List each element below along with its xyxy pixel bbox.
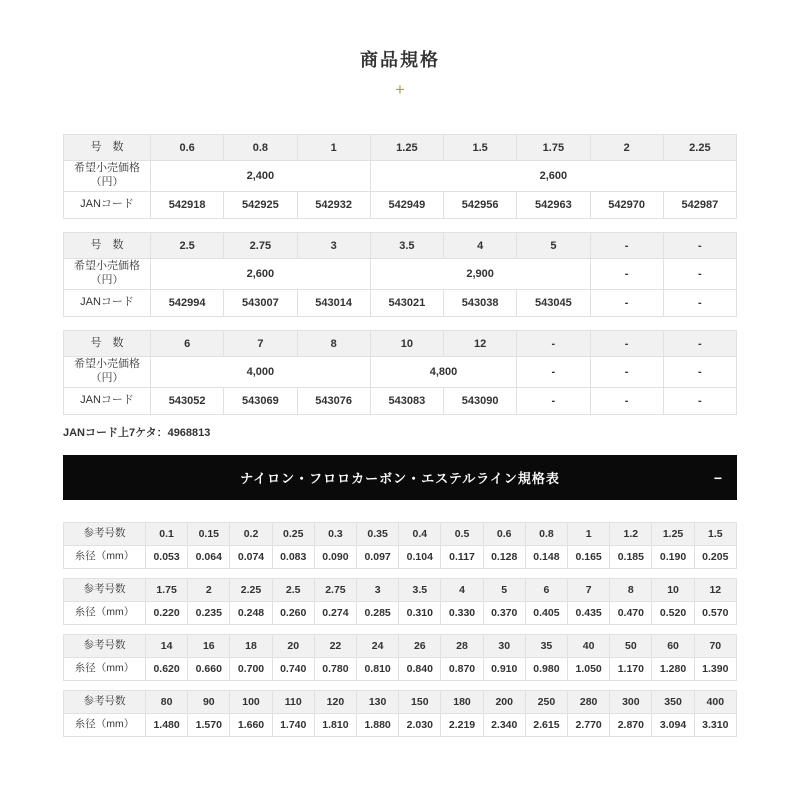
- row-label: JANコード: [64, 290, 151, 317]
- table-cell: 90: [188, 691, 230, 714]
- table-cell: 1.660: [230, 714, 272, 737]
- table-cell: 350: [652, 691, 694, 714]
- table-cell: 35: [525, 635, 567, 658]
- product-spec-table-2: [63, 232, 737, 317]
- table-cell: 1.280: [652, 658, 694, 681]
- table-cell: 3.5: [399, 579, 441, 602]
- table-cell: 0.3: [314, 523, 356, 546]
- table-cell: 20: [272, 635, 314, 658]
- table-cell: 0.740: [272, 658, 314, 681]
- table-cell: 0.370: [483, 602, 525, 625]
- table-cell: 543052: [151, 388, 224, 415]
- row-label: JANコード: [64, 388, 151, 415]
- table-cell: 0.6: [483, 523, 525, 546]
- accordion-header[interactable]: [63, 455, 737, 500]
- table-cell: 0.620: [146, 658, 188, 681]
- table-cell: 543021: [370, 290, 443, 317]
- table-cell: 2.870: [610, 714, 652, 737]
- table-cell: 2.75: [224, 233, 297, 259]
- table-cell: 0.4: [399, 523, 441, 546]
- table-cell: -: [590, 331, 663, 357]
- table-row: [64, 259, 737, 290]
- table-cell: 543083: [370, 388, 443, 415]
- table-cell: -: [590, 233, 663, 259]
- expand-plus-icon[interactable]: +: [395, 80, 405, 99]
- table-cell: 0.435: [568, 602, 610, 625]
- table-cell: 0.117: [441, 546, 483, 569]
- table-cell: 26: [399, 635, 441, 658]
- table-row: [64, 161, 737, 192]
- table-row: [64, 192, 737, 219]
- table-cell: 2: [188, 579, 230, 602]
- table-cell: 22: [314, 635, 356, 658]
- table-row: [64, 233, 737, 259]
- table-cell: 1.5: [444, 135, 517, 161]
- table-cell: 0.285: [357, 602, 399, 625]
- table-cell: 18: [230, 635, 272, 658]
- table-cell: 130: [357, 691, 399, 714]
- table-cell: 1.25: [370, 135, 443, 161]
- table-cell: -: [663, 331, 736, 357]
- line-spec-table-4: [63, 690, 737, 737]
- table-cell: 543038: [444, 290, 517, 317]
- collapse-minus-icon[interactable]: −: [713, 469, 722, 486]
- table-cell: 8: [610, 579, 652, 602]
- table-cell: 0.700: [230, 658, 272, 681]
- table-cell: 1.390: [694, 658, 736, 681]
- table-cell: 1.170: [610, 658, 652, 681]
- table-cell: 1.480: [146, 714, 188, 737]
- table-cell: 1.5: [694, 523, 736, 546]
- row-label: 糸径（mm）: [64, 546, 146, 569]
- table: [63, 690, 737, 737]
- table-cell: 6: [151, 331, 224, 357]
- table-cell: 0.128: [483, 546, 525, 569]
- accordion-title: ナイロン・フロロカーボン・エステルライン規格表: [240, 471, 560, 486]
- table-cell: 0.1: [146, 523, 188, 546]
- table-cell: 300: [610, 691, 652, 714]
- row-label: 参考号数: [64, 691, 146, 714]
- row-label: 糸径（mm）: [64, 658, 146, 681]
- table-row: [64, 290, 737, 317]
- table-cell: 0.840: [399, 658, 441, 681]
- jan-code-note: JANコード上7ケタ：4968813: [63, 427, 211, 439]
- table-cell: -: [663, 388, 736, 415]
- table-cell: 0.235: [188, 602, 230, 625]
- table-row: [64, 714, 737, 737]
- table-cell: 543007: [224, 290, 297, 317]
- row-label: 参考号数: [64, 635, 146, 658]
- table-cell: 2,600: [151, 259, 371, 290]
- table-cell: 0.780: [314, 658, 356, 681]
- table-cell: 3: [297, 233, 370, 259]
- table-cell: 0.064: [188, 546, 230, 569]
- table-cell: 5: [483, 579, 525, 602]
- table-cell: 70: [694, 635, 736, 658]
- row-label: 糸径（mm）: [64, 602, 146, 625]
- table-cell: 542970: [590, 192, 663, 219]
- table-cell: 0.5: [441, 523, 483, 546]
- table-cell: 542994: [151, 290, 224, 317]
- table-cell: 10: [370, 331, 443, 357]
- table-cell: 0.074: [230, 546, 272, 569]
- table-cell: 150: [399, 691, 441, 714]
- table-cell: 0.220: [146, 602, 188, 625]
- table-cell: 60: [652, 635, 694, 658]
- row-label: 参考号数: [64, 523, 146, 546]
- table-cell: 0.980: [525, 658, 567, 681]
- table-cell: 542987: [663, 192, 736, 219]
- product-spec-section: [63, 46, 737, 737]
- table-cell: 3.310: [694, 714, 736, 737]
- table-cell: 100: [230, 691, 272, 714]
- table-cell: 80: [146, 691, 188, 714]
- table: [63, 578, 737, 625]
- table-cell: -: [590, 357, 663, 388]
- table-cell: 2,600: [370, 161, 736, 192]
- table-cell: 4,000: [151, 357, 371, 388]
- table-cell: 110: [272, 691, 314, 714]
- table-cell: 0.083: [272, 546, 314, 569]
- row-label: 希望小売価格（円）: [64, 161, 151, 192]
- table-cell: 1.810: [314, 714, 356, 737]
- table-cell: 5: [517, 233, 590, 259]
- table-cell: 2.5: [151, 233, 224, 259]
- line-spec-table-3: [63, 634, 737, 681]
- table-cell: 3.094: [652, 714, 694, 737]
- table-cell: 4: [444, 233, 517, 259]
- table-cell: 0.2: [230, 523, 272, 546]
- table-cell: 4: [441, 579, 483, 602]
- table-cell: 1: [568, 523, 610, 546]
- table-cell: 2.25: [663, 135, 736, 161]
- table-cell: 542963: [517, 192, 590, 219]
- table-cell: -: [663, 259, 736, 290]
- table-cell: 2.25: [230, 579, 272, 602]
- table-cell: 542949: [370, 192, 443, 219]
- table-cell: 0.15: [188, 523, 230, 546]
- table: [63, 330, 737, 415]
- table-cell: -: [663, 233, 736, 259]
- table-cell: 250: [525, 691, 567, 714]
- table-cell: 12: [694, 579, 736, 602]
- table-cell: 0.165: [568, 546, 610, 569]
- table-cell: 28: [441, 635, 483, 658]
- table-cell: 12: [444, 331, 517, 357]
- table-cell: 0.35: [357, 523, 399, 546]
- table-cell: 1.2: [610, 523, 652, 546]
- row-label: 号 数: [64, 135, 151, 161]
- table-cell: 120: [314, 691, 356, 714]
- table-cell: 0.520: [652, 602, 694, 625]
- table-cell: 0.660: [188, 658, 230, 681]
- table-cell: 7: [568, 579, 610, 602]
- table-cell: 1.75: [517, 135, 590, 161]
- table-cell: 2.75: [314, 579, 356, 602]
- table-row: [64, 523, 737, 546]
- table-cell: 40: [568, 635, 610, 658]
- table-cell: 1.570: [188, 714, 230, 737]
- table: [63, 522, 737, 569]
- table-cell: -: [590, 388, 663, 415]
- table-cell: 543014: [297, 290, 370, 317]
- table-cell: 0.330: [441, 602, 483, 625]
- line-standard-section: [63, 522, 737, 737]
- table: [63, 634, 737, 681]
- table-cell: 543069: [224, 388, 297, 415]
- table-cell: 543076: [297, 388, 370, 415]
- table-cell: 0.25: [272, 523, 314, 546]
- table-cell: 2.770: [568, 714, 610, 737]
- table-cell: 0.310: [399, 602, 441, 625]
- table-cell: 542925: [224, 192, 297, 219]
- table-cell: 0.185: [610, 546, 652, 569]
- table-cell: 543045: [517, 290, 590, 317]
- line-spec-table-2: [63, 578, 737, 625]
- product-spec-table-1: [63, 134, 737, 219]
- table-cell: 542918: [151, 192, 224, 219]
- table-cell: 280: [568, 691, 610, 714]
- table-cell: -: [517, 357, 590, 388]
- table-row: [64, 546, 737, 569]
- row-label: 糸径（mm）: [64, 714, 146, 737]
- table-cell: 3.5: [370, 233, 443, 259]
- table-row: [64, 691, 737, 714]
- table-cell: -: [517, 388, 590, 415]
- table-cell: 3: [357, 579, 399, 602]
- table-cell: 1.880: [357, 714, 399, 737]
- table-row: [64, 635, 737, 658]
- row-label: 号 数: [64, 331, 151, 357]
- table-cell: 1.050: [568, 658, 610, 681]
- table-cell: 10: [652, 579, 694, 602]
- row-label: 参考号数: [64, 579, 146, 602]
- table-row: [64, 579, 737, 602]
- table-cell: 2.340: [483, 714, 525, 737]
- table-cell: 1.25: [652, 523, 694, 546]
- table-cell: 0.470: [610, 602, 652, 625]
- table-cell: 543090: [444, 388, 517, 415]
- table-row: [64, 357, 737, 388]
- table-row: [64, 602, 737, 625]
- table-cell: 0.910: [483, 658, 525, 681]
- table-cell: 1: [297, 135, 370, 161]
- table-cell: 0.274: [314, 602, 356, 625]
- table-cell: 50: [610, 635, 652, 658]
- table-cell: 7: [224, 331, 297, 357]
- table-cell: 4,800: [370, 357, 517, 388]
- table-cell: 0.148: [525, 546, 567, 569]
- table-cell: 0.6: [151, 135, 224, 161]
- table-cell: 30: [483, 635, 525, 658]
- table-cell: 6: [525, 579, 567, 602]
- table-row: [64, 135, 737, 161]
- table-cell: 200: [483, 691, 525, 714]
- table-cell: -: [517, 331, 590, 357]
- table-cell: 2,400: [151, 161, 371, 192]
- table-cell: 0.8: [525, 523, 567, 546]
- table-cell: 0.570: [694, 602, 736, 625]
- table-cell: 16: [188, 635, 230, 658]
- table-cell: 542932: [297, 192, 370, 219]
- row-label: 希望小売価格（円）: [64, 259, 151, 290]
- product-spec-table-3: [63, 330, 737, 415]
- table-cell: 542956: [444, 192, 517, 219]
- table-cell: 2: [590, 135, 663, 161]
- table-cell: -: [663, 357, 736, 388]
- table-cell: 2.219: [441, 714, 483, 737]
- table-cell: 2.615: [525, 714, 567, 737]
- table-cell: 0.8: [224, 135, 297, 161]
- row-label: 号 数: [64, 233, 151, 259]
- table-cell: 2.5: [272, 579, 314, 602]
- table-cell: 0.090: [314, 546, 356, 569]
- table-cell: 0.097: [357, 546, 399, 569]
- table-cell: 24: [357, 635, 399, 658]
- table-cell: 8: [297, 331, 370, 357]
- table-row: [64, 331, 737, 357]
- table-cell: -: [663, 290, 736, 317]
- table-cell: 0.104: [399, 546, 441, 569]
- table-cell: 0.248: [230, 602, 272, 625]
- table-cell: 1.75: [146, 579, 188, 602]
- table: [63, 134, 737, 219]
- row-label: JANコード: [64, 192, 151, 219]
- table-row: [64, 658, 737, 681]
- table-cell: 14: [146, 635, 188, 658]
- page-title: 商品規格: [360, 50, 440, 70]
- table-cell: 400: [694, 691, 736, 714]
- table-cell: 0.190: [652, 546, 694, 569]
- table: [63, 232, 737, 317]
- table-cell: 180: [441, 691, 483, 714]
- table-cell: 0.405: [525, 602, 567, 625]
- table-cell: 0.053: [146, 546, 188, 569]
- table-cell: 2,900: [370, 259, 590, 290]
- table-cell: 0.810: [357, 658, 399, 681]
- table-cell: 2.030: [399, 714, 441, 737]
- table-row: [64, 388, 737, 415]
- table-cell: 1.740: [272, 714, 314, 737]
- line-spec-table-1: [63, 522, 737, 569]
- table-cell: 0.870: [441, 658, 483, 681]
- row-label: 希望小売価格（円）: [64, 357, 151, 388]
- table-cell: -: [590, 290, 663, 317]
- table-cell: -: [590, 259, 663, 290]
- table-cell: 0.205: [694, 546, 736, 569]
- table-cell: 0.260: [272, 602, 314, 625]
